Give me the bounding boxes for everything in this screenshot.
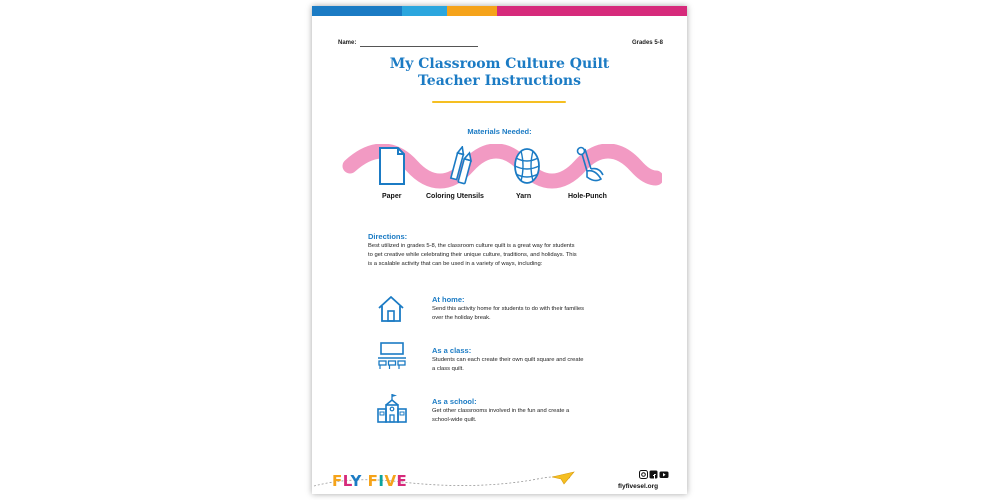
fly-five-logo: FLY FIVE xyxy=(332,472,408,490)
color-band xyxy=(312,6,687,16)
use-line: Students can each create their own quilt square and create xyxy=(432,357,584,363)
use-title-as-a-school: As a school: xyxy=(432,397,477,406)
social-icons xyxy=(639,470,669,480)
use-line: school-wide quilt. xyxy=(432,417,477,423)
title-underline xyxy=(432,101,566,103)
use-body-as-a-class xyxy=(432,356,632,374)
worksheet-page xyxy=(312,6,687,494)
use-body-as-a-school xyxy=(432,407,632,425)
directions-line: to get creative while celebrating their unique culture, traditions, and holidays. This xyxy=(368,252,577,258)
material-label-yarn: Yarn xyxy=(516,193,532,200)
use-line: over the holiday break. xyxy=(432,315,491,321)
classroom-icon xyxy=(376,341,408,371)
directions-body xyxy=(368,242,643,269)
yarn-icon xyxy=(511,146,543,186)
materials-heading: Materials Needed: xyxy=(467,127,532,136)
title-line-2: Teacher Instructions xyxy=(418,73,581,89)
instagram-icon[interactable] xyxy=(640,471,648,479)
directions-heading: Directions: xyxy=(368,232,408,241)
material-label-hole-punch: Hole-Punch xyxy=(568,193,607,200)
title-line-1: My Classroom Culture Quilt xyxy=(389,56,610,72)
use-title-at-home: At home: xyxy=(432,295,465,304)
youtube-icon[interactable] xyxy=(660,472,669,479)
name-label: Name: xyxy=(338,40,357,46)
paper-icon xyxy=(377,146,407,186)
use-body-at-home xyxy=(432,305,632,323)
name-field-line[interactable] xyxy=(360,46,478,47)
house-icon xyxy=(376,294,406,324)
use-line: Get other classrooms involved in the fun and create a xyxy=(432,408,570,414)
page-title xyxy=(312,56,687,90)
material-label-paper: Paper xyxy=(382,193,402,200)
directions-line: Best utilized in grades 5-8, the classroom culture quilt is a great way for students xyxy=(368,243,575,249)
grade-level: Grades 5-8 xyxy=(631,40,663,46)
website-link[interactable]: flyfivesel.org xyxy=(618,483,659,490)
header-row xyxy=(338,40,663,52)
use-line: a class quilt. xyxy=(432,366,464,372)
use-line: Send this activity home for students to do with their families xyxy=(432,306,585,312)
school-icon xyxy=(376,392,408,424)
material-label-coloring-utensils: Coloring Utensils xyxy=(426,193,484,200)
use-title-as-a-class: As a class: xyxy=(432,346,472,355)
facebook-icon[interactable] xyxy=(650,471,658,479)
hole-punch-icon xyxy=(573,145,605,187)
directions-line: is a scalable activity that can be used in a variety of ways, including: xyxy=(368,261,543,267)
coloring-utensils-icon xyxy=(445,146,475,188)
